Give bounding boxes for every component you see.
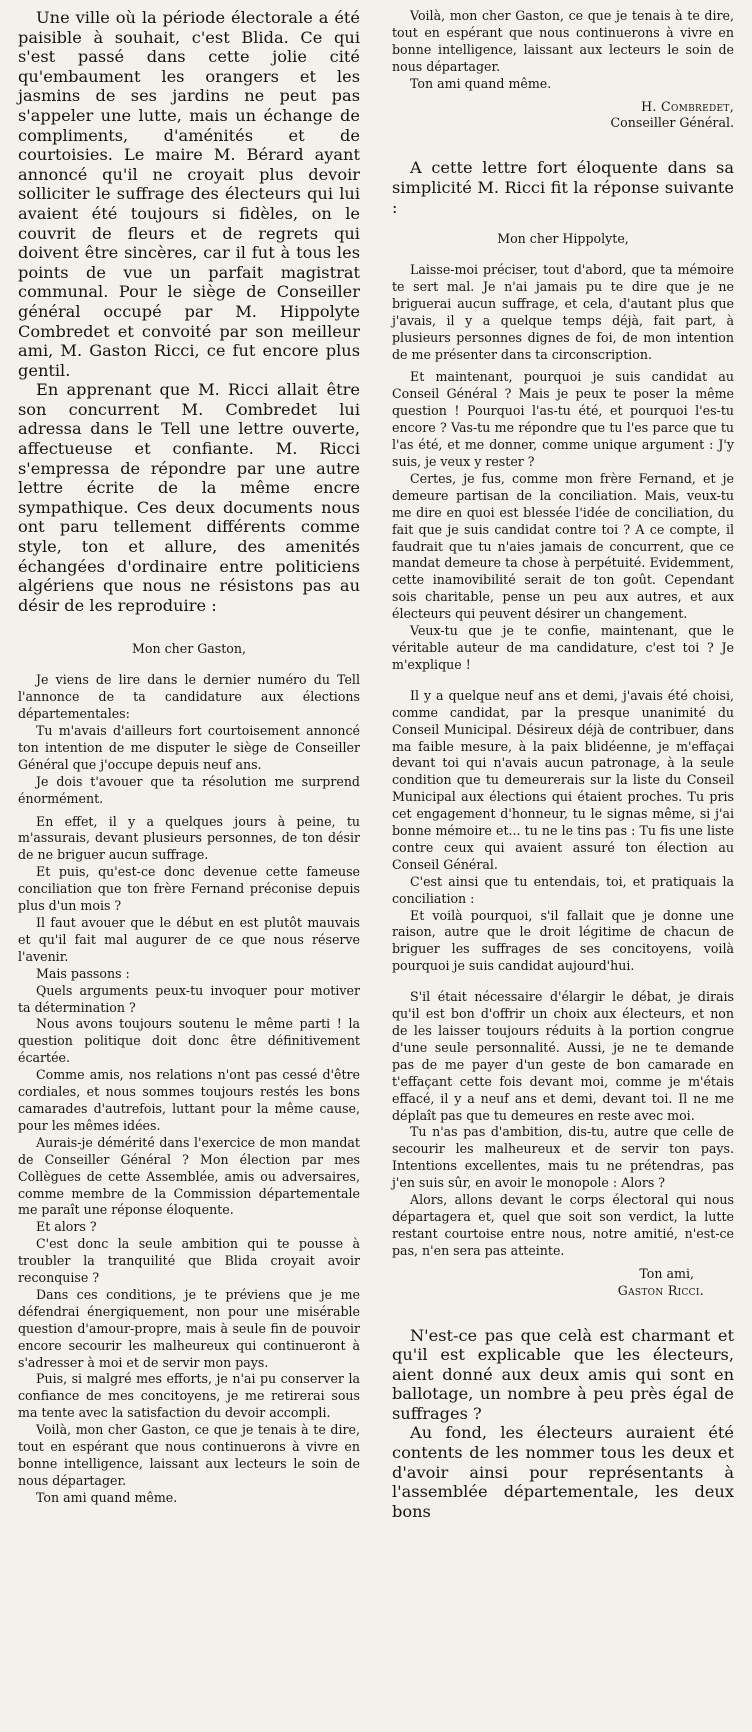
letter-paragraph: Je dois t'avouer que ta résolution me surprend énormément. [18, 773, 360, 806]
letter-paragraph: Il y a quelque neuf ans et demi, j'avais été choisi, comme candidat, par la presque unanimité du Conseil Municipal. Désireux déjà de contribuer, dans ma faible mesure, à la paix blidéenne, je m'effaçai devant toi qui n'avais aucun patronage, à la seule condition que tu demeurerais sur la liste du Conseil Municipal aux élections qui étaient proches. Tu pris cet engagement d'honneur, tu le signas même, si j'ai bonne mémoire et... tu ne le tins pas : Tu fis une liste contre ceux qui avaient assuré ton élection au Conseil Général. [392, 687, 734, 872]
letter-paragraph: Et puis, qu'est-ce donc devenue cette fameuse conciliation que ton frère Fernand préconise depuis plus d'un mois ? [18, 864, 360, 914]
letter-salutation: Mon cher Hippolyte, [497, 231, 629, 247]
letter-paragraph: Alors, allons devant le corps électoral qui nous départagera et, quel que soit son verdict, la lutte restant courtoise entre nous, notre amitié, n'est-ce pas, n'en sera pas atteinte. [392, 1192, 734, 1258]
article-paragraph: A cette lettre fort éloquente dans sa simplicité M. Ricci fit la réponse suivante : [392, 158, 734, 217]
letter-paragraph: C'est donc la seule ambition qui te pousse à troubler la tranquilité que Blida croyait avoir reconquise ? [18, 1236, 360, 1286]
letter-paragraph: Et alors ? [36, 1219, 97, 1235]
article-paragraph: Une ville où la période électorale a été paisible à souhait, c'est Blida. Ce qui s'est passé dans cette jolie cité qu'embaument les orangers et les jasmins de ses jardins ne peut pas s'appeler une lutte, mais un échange de compliments, d'aménités et de courtoisies. Le maire M. Bérard ayant annoncé qu'il ne croyait plus devoir solliciter le suffrage des électeurs qui lui avaient été toujours si fidèles, on le couvrit de fleurs et de regrets qui doivent être sincères, car il fut à tous les points de vue un parfait magistrat communal. Pour le siège de Conseiller général occupé par M. Hippolyte Combredet et convoité par son meilleur ami, M. Gaston Ricci, ce fut encore plus gentil. [18, 8, 360, 380]
letter-paragraph: Et maintenant, pourquoi je suis candidat au Conseil Général ? Mais je peux te poser la même question ! Pourquoi l'as-tu été, et pourquoi l'es-tu encore ? Vas-tu me répondre que tu l'es parce que tu l'as été, et me donner, comme unique argument : J'y suis, je veux y rester ? [392, 369, 734, 469]
ricci-letter [392, 262, 734, 1260]
right-column [392, 8, 734, 1521]
letter-paragraph: Nous avons toujours soutenu le même parti ! la question politique doit donc être définitivement écartée. [18, 1016, 360, 1066]
letter-paragraph: Puis, si malgré mes efforts, je n'ai pu conserver la confiance de mes concitoyens, je me retirerai sous ma tente avec la satisfaction du devoir accompli. [18, 1371, 360, 1421]
letter-paragraph: Comme amis, nos relations n'ont pas cessé d'être cordiales, et nous sommes toujours restés les bons camarades d'autrefois, luttant pour la même cause, pour les mêmes idées. [18, 1067, 360, 1133]
letter-paragraph: Voilà, mon cher Gaston, ce que je tenais à te dire, tout en espérant que nous continuerons à vivre en bonne intelligence, laissant aux lecteurs le soin de nous départager. [392, 8, 734, 74]
signature-name-text: Gaston Ricci. [617, 1282, 704, 1298]
article-paragraph: N'est-ce pas que celà est charmant et qu'il est explicable que les électeurs, aient donné aux deux amis qui sont en ballotage, un nombre à peu près égal de suffrages ? [392, 1325, 734, 1423]
letter-paragraph: S'il était nécessaire d'élargir le débat, je dirais qu'il est bon d'offrir un choix aux électeurs, et non de les laisser toujours réduits à la portion congrue d'une seule personnalité. Aussi, je ne te demande pas de me payer d'un geste de bon camarade en t'effaçant cette fois devant moi, comme je m'étais effacé, il y a neuf ans et demi, devant toi. Il ne me déplaît pas que tu demeures en reste avec moi. [392, 989, 734, 1123]
signature-name-text: H. Combredet, [641, 98, 734, 114]
letter-paragraph: Tu n'as pas d'ambition, dis-tu, autre que celle de secourir les malheureux et de servir ton pays. Intentions excellentes, mais tu ne prétendras, pas j'en suis sûr, en avoir le monopole : Alors ? [392, 1124, 734, 1191]
letter-paragraph: En effet, il y a quelques jours à peine, tu m'assurais, devant plusieurs personnes, de ton désir de ne briguer aucun suffrage. [18, 813, 360, 863]
letter-paragraph: Quels arguments peux-tu invoquer pour motiver ta détermination ? [18, 982, 360, 1015]
letter-paragraph: Il faut avouer que le début en est plutôt mauvais et qu'il fait mal augurer de ce que nous réserve l'avenir. [18, 915, 360, 964]
letter-paragraph: Et voilà pourquoi, s'il fallait que je donne une raison, autre que le droit légitime de chacun de briguer les suffrages de ses concitoyens, voilà pourquoi je suis candidat aujourd'hui. [392, 907, 734, 974]
letter-paragraph: Veux-tu que je te confie, maintenant, que le véritable auteur de ma candidature, c'est toi ? Je m'explique ! [392, 623, 734, 672]
combredet-letter [18, 672, 360, 1506]
letter-paragraph: Voilà, mon cher Gaston, ce que je tenais à te dire, tout en espérant que nous continuerons à vivre en bonne intelligence, laissant aux lecteurs le soin de nous départager. [18, 1422, 360, 1488]
letter-paragraph: Laisse-moi préciser, tout d'abord, que ta mémoire te sert mal. Je n'ai jamais pu te dire que je ne briguerai aucun suffrage, et cela, d'autant plus que j'avais, il y a quelque temps déjà, fait part, à plusieurs personnes dignes de foi, de mon intention de me présenter dans ta circonscription. [392, 262, 734, 362]
article-paragraph: Au fond, les électeurs auraient été contents de les nommer tous les deux et d'avoir ainsi pour représentants à l'assemblée départementale, les deux bons [392, 1423, 734, 1521]
left-column [18, 8, 360, 1507]
letter-paragraph: Mais passons : [36, 965, 130, 981]
letter-paragraph: Ton ami quand même. [410, 75, 552, 91]
letter-paragraph: C'est ainsi que tu entendais, toi, et pratiquais la conciliation : [392, 873, 734, 906]
signature-title: Conseiller Général. [610, 115, 734, 131]
signature-name [392, 99, 734, 116]
letter-paragraph: Dans ces conditions, je te préviens que je me défendrai énergiquement, non pour une misérable question d'amour-propre, mais à seule fin de pouvoir encore secourir les malheureux qui continueront à s'adresser à moi et de servir mon pays. [18, 1286, 360, 1370]
signature-name [392, 1283, 734, 1300]
letter-paragraph: Certes, je fus, comme mon frère Fernand, et je demeure partisan de la conciliation. Mais, veux-tu me dire en quoi est blessée l'idée de conciliation, du fait que je suis candidat contre toi ? A ce compte, il faudrait que tu n'aies jamais de concurrent, que ce mandat demeure ta chose à perpétuité. Evidemment, cette inamovibilité serait de ton goût. Cependant sois charitable, pense un peu aux autres, et aux électeurs qui peuvent désirer un changement. [392, 470, 734, 622]
article-paragraph: En apprenant que M. Ricci allait être son concurrent M. Combredet lui adressa dans le Tell une lettre ouverte, affectueuse et confiante. M. Ricci s'empressa de répondre par une autre lettre écrite de la même encre sympathique. Ces deux documents nous ont paru tellement différents comme style, ton et allure, des amenités échangées d'ordinaire entre politiciens algériens que nous ne résistons pas au désir de les reproduire : [18, 380, 360, 615]
letter-paragraph: Ton ami quand même. [36, 1489, 178, 1505]
letter-salutation: Mon cher Gaston, [131, 641, 247, 657]
letter-paragraph: Tu m'avais d'ailleurs fort courtoisement annoncé ton intention de me disputer le siège de Conseiller Général que j'occupe depuis neuf ans. [18, 723, 360, 772]
letter-paragraph: Je viens de lire dans le dernier numéro du Tell l'annonce de ta candidature aux élections départementales: [18, 672, 360, 722]
letter-closing: Ton ami, [639, 1265, 694, 1281]
letter-paragraph: Aurais-je démérité dans l'exercice de mon mandat de Conseiller Général ? Mon élection par mes Collègues de cette Assemblée, amis ou adversaires, comme membre de la Commission départementale me paraît une réponse éloquente. [18, 1134, 360, 1218]
